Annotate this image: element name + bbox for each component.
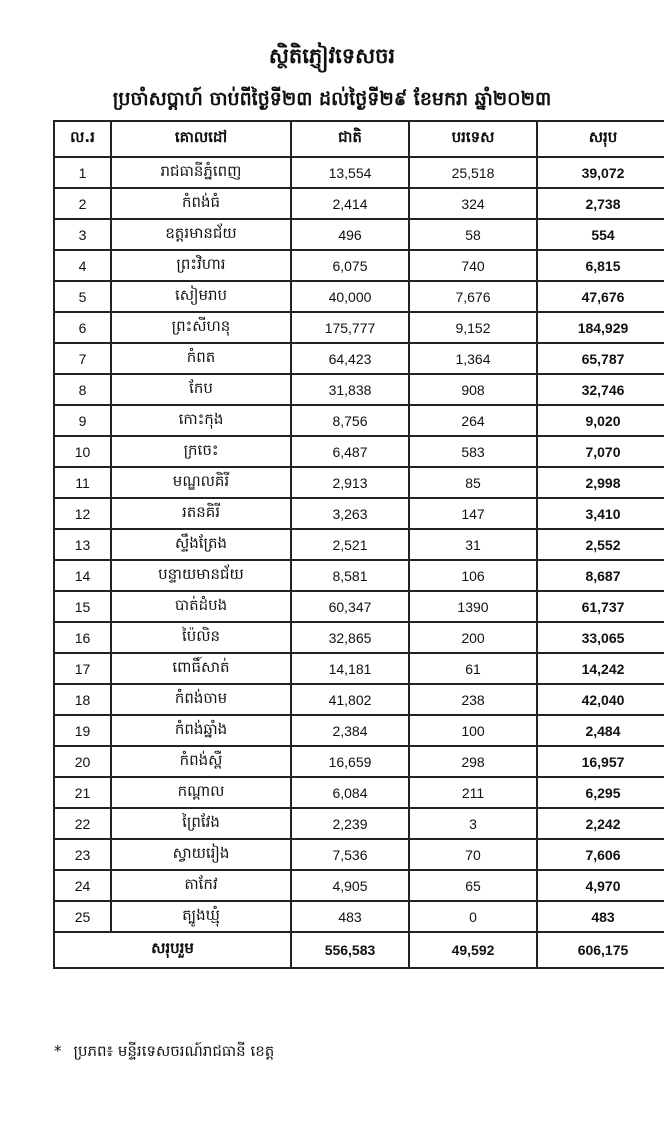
cell-total: 33,065 xyxy=(537,622,664,653)
cell-no: 11 xyxy=(54,467,111,498)
cell-no: 17 xyxy=(54,653,111,684)
cell-foreign: 9,152 xyxy=(409,312,537,343)
table-row xyxy=(54,870,664,901)
cell-destination: រាជធានីភ្នំពេញ xyxy=(111,157,291,188)
header-no: ល.រ xyxy=(54,121,111,157)
cell-domestic: 2,239 xyxy=(291,808,409,839)
cell-domestic: 6,487 xyxy=(291,436,409,467)
cell-destination: ក្រចេះ xyxy=(111,436,291,467)
cell-destination: កែប xyxy=(111,374,291,405)
cell-destination: ព្រះសីហនុ xyxy=(111,312,291,343)
cell-destination: ព្រះវិហារ xyxy=(111,250,291,281)
cell-total: 6,815 xyxy=(537,250,664,281)
cell-foreign: 25,518 xyxy=(409,157,537,188)
table-row xyxy=(54,219,664,250)
cell-total: 3,410 xyxy=(537,498,664,529)
table-row xyxy=(54,684,664,715)
cell-domestic: 8,581 xyxy=(291,560,409,591)
source-note xyxy=(54,1042,274,1064)
table-row xyxy=(54,405,664,436)
cell-destination: ឧត្តរមានជ័យ xyxy=(111,219,291,250)
cell-no: 19 xyxy=(54,715,111,746)
table-row xyxy=(54,467,664,498)
cell-domestic: 483 xyxy=(291,901,409,932)
table-row xyxy=(54,374,664,405)
cell-destination: ព្រៃវែង xyxy=(111,808,291,839)
cell-foreign: 0 xyxy=(409,901,537,932)
cell-foreign: 211 xyxy=(409,777,537,808)
cell-destination: កំពង់ស្ពឺ xyxy=(111,746,291,777)
cell-foreign: 7,676 xyxy=(409,281,537,312)
table-row xyxy=(54,715,664,746)
summary-label: សរុបរួម xyxy=(54,932,291,968)
cell-domestic: 32,865 xyxy=(291,622,409,653)
cell-no: 15 xyxy=(54,591,111,622)
cell-foreign: 908 xyxy=(409,374,537,405)
cell-total: 14,242 xyxy=(537,653,664,684)
cell-domestic: 6,084 xyxy=(291,777,409,808)
cell-domestic: 2,913 xyxy=(291,467,409,498)
table-body xyxy=(54,157,664,932)
cell-domestic: 40,000 xyxy=(291,281,409,312)
cell-no: 16 xyxy=(54,622,111,653)
cell-domestic: 2,414 xyxy=(291,188,409,219)
cell-no: 21 xyxy=(54,777,111,808)
cell-no: 1 xyxy=(54,157,111,188)
table-footer xyxy=(54,932,664,968)
table-row xyxy=(54,281,664,312)
cell-foreign: 324 xyxy=(409,188,537,219)
cell-foreign: 31 xyxy=(409,529,537,560)
cell-no: 4 xyxy=(54,250,111,281)
cell-no: 13 xyxy=(54,529,111,560)
summary-foreign: 49,592 xyxy=(409,932,537,968)
cell-total: 2,998 xyxy=(537,467,664,498)
cell-domestic: 41,802 xyxy=(291,684,409,715)
cell-foreign: 58 xyxy=(409,219,537,250)
table-row xyxy=(54,622,664,653)
table-row xyxy=(54,777,664,808)
cell-no: 14 xyxy=(54,560,111,591)
cell-foreign: 200 xyxy=(409,622,537,653)
cell-total: 61,737 xyxy=(537,591,664,622)
cell-no: 10 xyxy=(54,436,111,467)
table-row xyxy=(54,560,664,591)
cell-foreign: 1,364 xyxy=(409,343,537,374)
cell-foreign: 1390 xyxy=(409,591,537,622)
cell-total: 2,738 xyxy=(537,188,664,219)
page-subtitle: ប្រចាំសប្តាហ៍ ចាប់ពីថ្ងៃទី២៣ ដល់ថ្ងៃទី២៩ ខែមករា ឆ្នាំ២០២៣ xyxy=(112,88,552,110)
cell-no: 20 xyxy=(54,746,111,777)
cell-no: 25 xyxy=(54,901,111,932)
cell-no: 12 xyxy=(54,498,111,529)
table-row xyxy=(54,839,664,870)
cell-domestic: 7,536 xyxy=(291,839,409,870)
cell-domestic: 2,521 xyxy=(291,529,409,560)
cell-foreign: 100 xyxy=(409,715,537,746)
header-destination: គោលដៅ xyxy=(111,121,291,157)
cell-destination: បាត់ដំបង xyxy=(111,591,291,622)
table-row xyxy=(54,591,664,622)
table-row xyxy=(54,746,664,777)
cell-domestic: 13,554 xyxy=(291,157,409,188)
cell-total: 16,957 xyxy=(537,746,664,777)
cell-total: 7,606 xyxy=(537,839,664,870)
cell-destination: កណ្តាល xyxy=(111,777,291,808)
table-row xyxy=(54,312,664,343)
cell-destination: មណ្ឌលគិរី xyxy=(111,467,291,498)
cell-foreign: 61 xyxy=(409,653,537,684)
cell-destination: សៀមរាប xyxy=(111,281,291,312)
cell-total: 39,072 xyxy=(537,157,664,188)
table-row xyxy=(54,901,664,932)
summary-domestic: 556,583 xyxy=(291,932,409,968)
cell-domestic: 31,838 xyxy=(291,374,409,405)
summary-row xyxy=(54,932,664,968)
footnote-asterisk: * xyxy=(54,1042,62,1060)
cell-destination: កំពត xyxy=(111,343,291,374)
cell-destination: ប៉ៃលិន xyxy=(111,622,291,653)
table-row xyxy=(54,498,664,529)
cell-total: 2,242 xyxy=(537,808,664,839)
header-foreign: បរទេស xyxy=(409,121,537,157)
cell-foreign: 70 xyxy=(409,839,537,870)
cell-foreign: 106 xyxy=(409,560,537,591)
cell-foreign: 65 xyxy=(409,870,537,901)
table-header xyxy=(54,121,664,157)
table-row xyxy=(54,436,664,467)
cell-destination: កំពង់ធំ xyxy=(111,188,291,219)
table-row xyxy=(54,157,664,188)
table-row xyxy=(54,529,664,560)
cell-destination: កោះកុង xyxy=(111,405,291,436)
cell-no: 6 xyxy=(54,312,111,343)
table-row xyxy=(54,188,664,219)
cell-domestic: 6,075 xyxy=(291,250,409,281)
cell-domestic: 175,777 xyxy=(291,312,409,343)
cell-no: 5 xyxy=(54,281,111,312)
cell-destination: ពោធិ៍សាត់ xyxy=(111,653,291,684)
cell-foreign: 238 xyxy=(409,684,537,715)
cell-total: 6,295 xyxy=(537,777,664,808)
cell-total: 2,552 xyxy=(537,529,664,560)
cell-domestic: 16,659 xyxy=(291,746,409,777)
cell-domestic: 2,384 xyxy=(291,715,409,746)
cell-total: 47,676 xyxy=(537,281,664,312)
table-row xyxy=(54,808,664,839)
cell-foreign: 264 xyxy=(409,405,537,436)
header-domestic: ជាតិ xyxy=(291,121,409,157)
cell-total: 2,484 xyxy=(537,715,664,746)
cell-total: 42,040 xyxy=(537,684,664,715)
cell-foreign: 85 xyxy=(409,467,537,498)
cell-domestic: 4,905 xyxy=(291,870,409,901)
cell-no: 3 xyxy=(54,219,111,250)
header-row xyxy=(54,121,664,157)
cell-no: 18 xyxy=(54,684,111,715)
cell-foreign: 740 xyxy=(409,250,537,281)
cell-total: 184,929 xyxy=(537,312,664,343)
cell-destination: កំពង់ចាម xyxy=(111,684,291,715)
tourist-statistics-table xyxy=(53,120,664,969)
cell-destination: ត្បូងឃ្មុំ xyxy=(111,901,291,932)
cell-total: 9,020 xyxy=(537,405,664,436)
cell-no: 22 xyxy=(54,808,111,839)
cell-destination: រតនគិរី xyxy=(111,498,291,529)
table-row xyxy=(54,653,664,684)
header-total: សរុប xyxy=(537,121,664,157)
cell-total: 483 xyxy=(537,901,664,932)
cell-destination: តាកែវ xyxy=(111,870,291,901)
cell-domestic: 8,756 xyxy=(291,405,409,436)
cell-no: 2 xyxy=(54,188,111,219)
table-row xyxy=(54,250,664,281)
cell-foreign: 3 xyxy=(409,808,537,839)
source-text: ប្រភព៖ មន្ទីរទេសចរណ៍រាជធានី ខេត្ត xyxy=(73,1042,275,1060)
cell-domestic: 60,347 xyxy=(291,591,409,622)
summary-total: 606,175 xyxy=(537,932,664,968)
cell-domestic: 3,263 xyxy=(291,498,409,529)
cell-total: 65,787 xyxy=(537,343,664,374)
cell-destination: ស្ទឹងត្រែង xyxy=(111,529,291,560)
cell-no: 8 xyxy=(54,374,111,405)
cell-total: 4,970 xyxy=(537,870,664,901)
cell-total: 554 xyxy=(537,219,664,250)
cell-destination: ស្វាយរៀង xyxy=(111,839,291,870)
cell-destination: បន្ទាយមានជ័យ xyxy=(111,560,291,591)
cell-domestic: 496 xyxy=(291,219,409,250)
cell-no: 9 xyxy=(54,405,111,436)
page-title: ស្ថិតិភ្ញៀវទេសចរ xyxy=(268,44,396,68)
cell-foreign: 583 xyxy=(409,436,537,467)
cell-domestic: 14,181 xyxy=(291,653,409,684)
cell-total: 7,070 xyxy=(537,436,664,467)
cell-total: 32,746 xyxy=(537,374,664,405)
cell-no: 23 xyxy=(54,839,111,870)
cell-no: 24 xyxy=(54,870,111,901)
cell-destination: កំពង់ឆ្នាំង xyxy=(111,715,291,746)
cell-foreign: 298 xyxy=(409,746,537,777)
cell-no: 7 xyxy=(54,343,111,374)
table-row xyxy=(54,343,664,374)
cell-domestic: 64,423 xyxy=(291,343,409,374)
cell-foreign: 147 xyxy=(409,498,537,529)
cell-total: 8,687 xyxy=(537,560,664,591)
